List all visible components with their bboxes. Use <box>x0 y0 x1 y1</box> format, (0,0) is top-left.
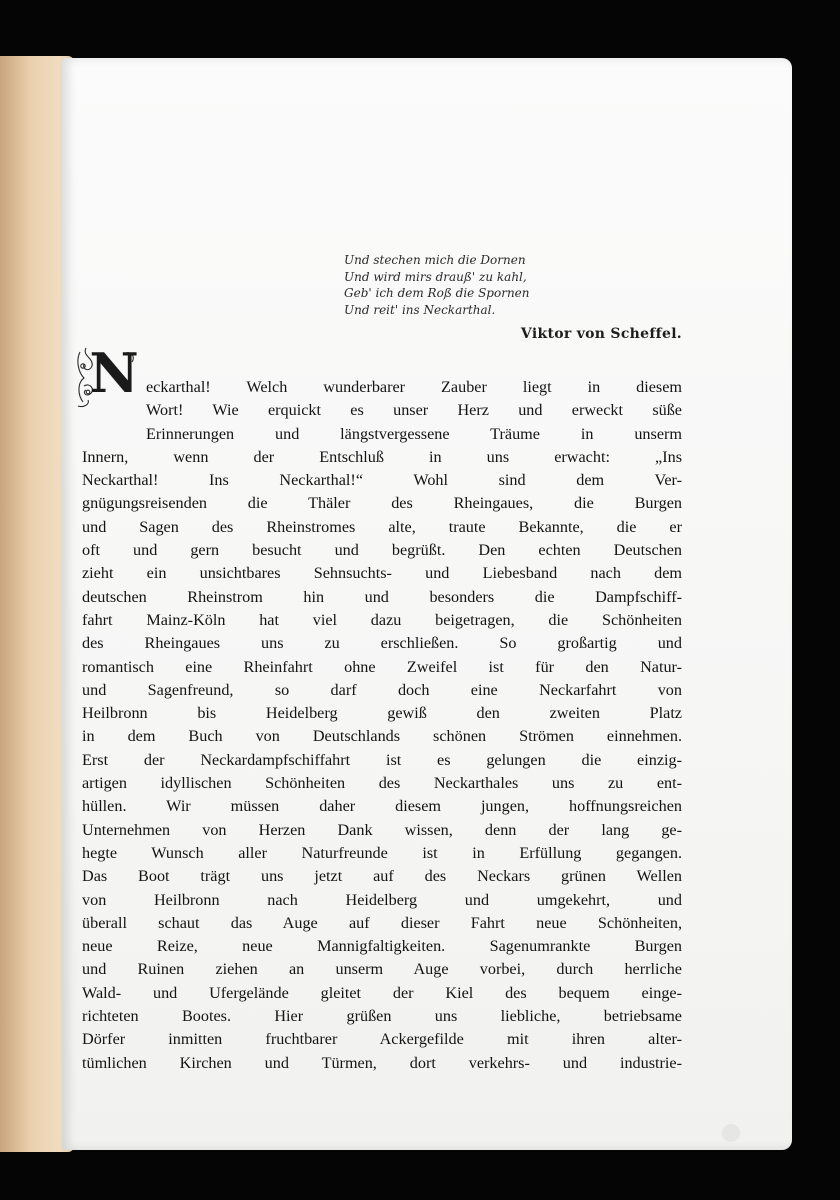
text-line: neue Reize, neue Mannigfaltigkeiten. Sagenumrankte Burgen <box>82 937 682 956</box>
initial-letter: N <box>89 342 139 405</box>
text-line: richteten Bootes. Hier grüßen uns liebliche, betriebsame <box>82 1007 682 1026</box>
text-line: deutschen Rheinstrom hin und besonders die Dampfschiff- <box>82 587 682 606</box>
text-line: gnügungsreisenden die Thäler des Rheingaues, die Burgen <box>82 494 682 513</box>
page-corner-wear <box>722 1124 740 1142</box>
text-line: Dörfer inmitten fruchtbarer Ackergefilde mit ihren alter- <box>82 1030 682 1049</box>
text-line: artigen idyllischen Schönheiten des Neckarthales uns zu ent- <box>82 774 682 793</box>
text-line: und Sagen des Rheinstromes alte, traute Bekannte, die er <box>82 517 682 536</box>
text-line: Erst der Neckardampfschiffahrt ist es gelungen die einzig- <box>82 750 682 769</box>
text-line: von Heilbronn nach Heidelberg und umgekehrt, und <box>82 890 682 909</box>
text-line: hegte Wunsch aller Naturfreunde ist in Erfüllung gegangen. <box>82 843 682 862</box>
text-line: überall schaut das Auge auf dieser Fahrt neue Schönheiten, <box>82 913 682 932</box>
text-line: Unternehmen von Herzen Dank wissen, denn der lang ge- <box>82 820 682 839</box>
epigraph-line: Und stechen mich die Dornen <box>344 253 526 267</box>
text-line: in dem Buch von Deutschlands schönen Strömen einnehmen. <box>82 727 682 746</box>
epigraph <box>344 252 684 343</box>
epigraph-line: Und wird mirs drauß' zu kahl, <box>344 269 527 284</box>
text-line: und Ruinen ziehen an unserm Auge vorbei, durch herrliche <box>82 960 682 979</box>
text-line: eckarthal! Welch wunderbarer Zauber liegt in diesem <box>146 378 682 396</box>
text-line: hüllen. Wir müssen daher diesem jungen, hoffnungsreichen <box>82 797 682 816</box>
text-line: Innern, wenn der Entschluß in uns erwacht: „Ins <box>82 447 682 466</box>
epigraph-author: Viktor von Scheffel. <box>520 326 682 342</box>
text-line: Heilbronn bis Heidelberg gewiß den zweiten Platz <box>82 704 682 723</box>
text-line: Erinnerungen und längstvergessene Träume in unserm <box>146 424 682 443</box>
text-line: Neckarthal! Ins Neckarthal!“ Wohl sind dem Ver- <box>82 471 682 490</box>
epigraph-line: Und reit' ins Neckarthal. <box>344 302 496 317</box>
text-line: zieht ein unsichtbares Sehnsuchts- und Liebesband nach dem <box>82 564 682 583</box>
body-paragraph <box>82 376 682 1075</box>
text-line: des Rheingaues uns zu erschließen. So großartig und <box>82 634 682 653</box>
text-line: Wort! Wie erquickt es unser Herz und erweckt süße <box>146 401 682 420</box>
text-line: tümlichen Kirchen und Türmen, dort verkehrs- und industrie- <box>82 1053 682 1072</box>
text-line: und Sagenfreund, so darf doch eine Neckarfahrt von <box>82 680 682 699</box>
text-line: oft und gern besucht und begrüßt. Den echten Deutschen <box>82 541 682 560</box>
text-line: Wald- und Ufergelände gleitet der Kiel des bequem einge- <box>82 983 682 1002</box>
text-line: Das Boot trägt uns jetzt auf des Neckars grünen Wellen <box>82 867 682 886</box>
text-line: romantisch eine Rheinfahrt ohne Zweifel ist für den Natur- <box>82 657 682 676</box>
text-line: fahrt Mainz-Köln hat viel dazu beigetragen, die Schönheiten <box>82 610 682 629</box>
epigraph-line: Geb' ich dem Roß die Spornen <box>344 286 530 300</box>
